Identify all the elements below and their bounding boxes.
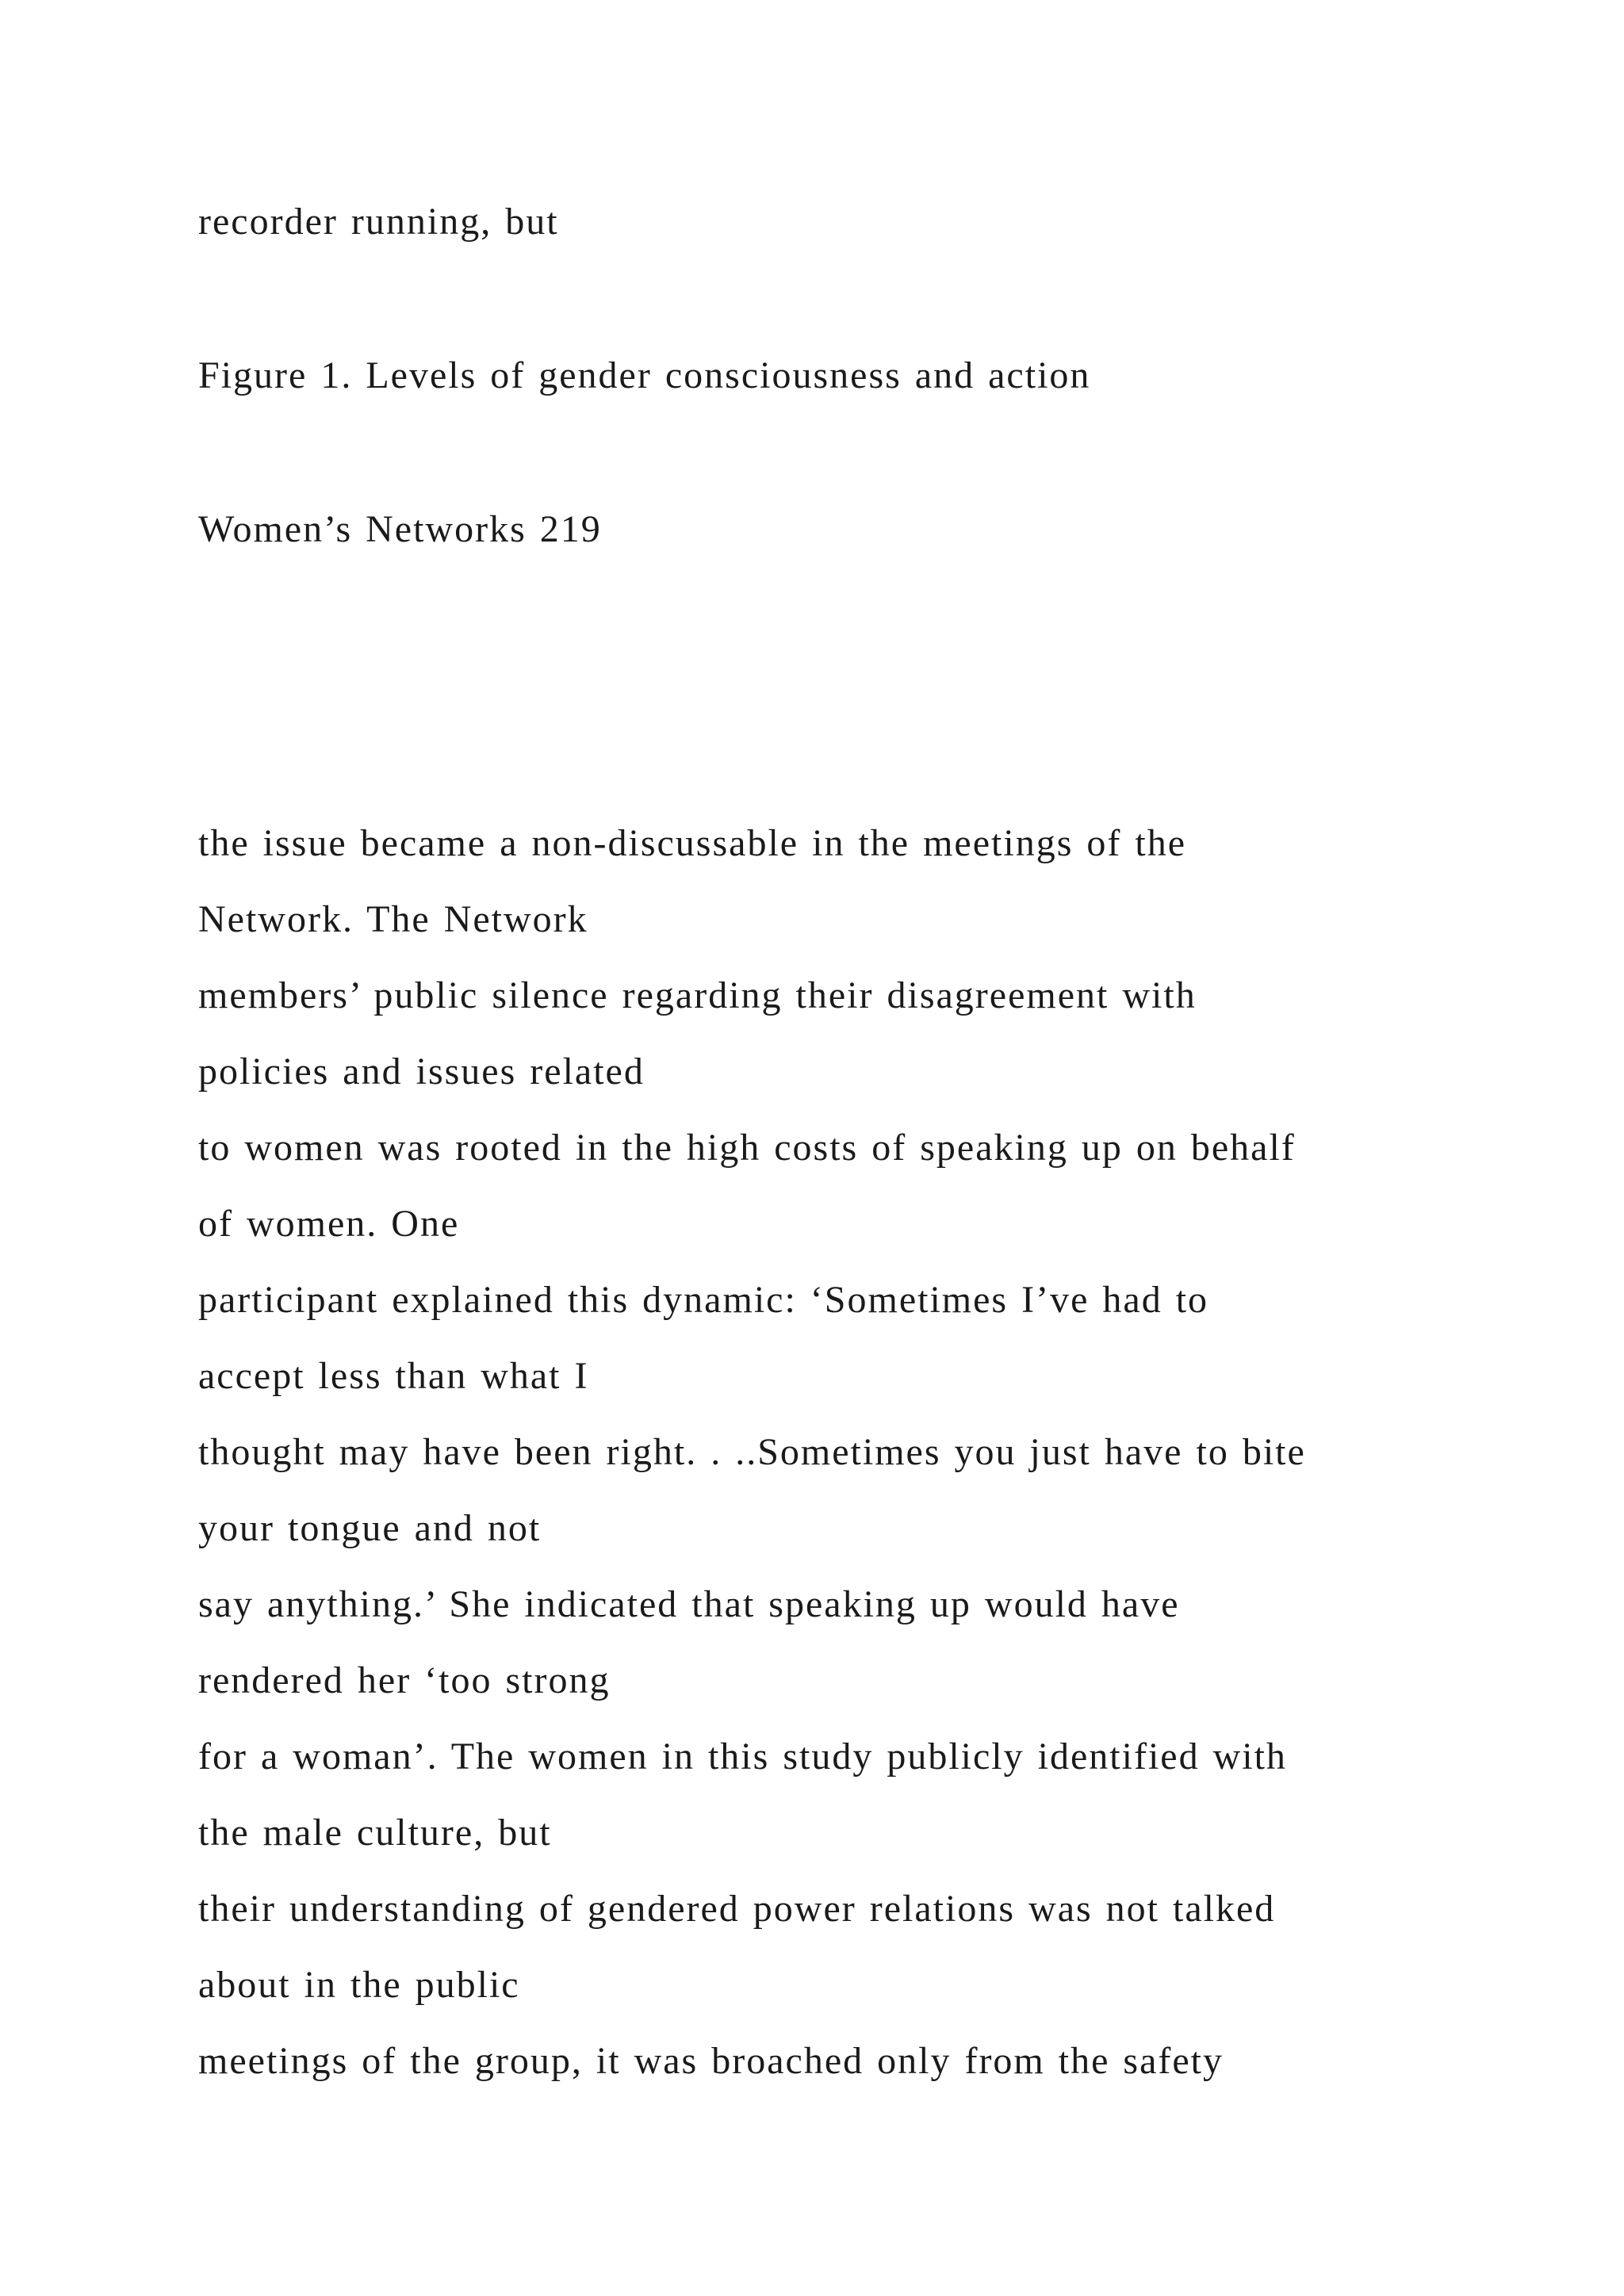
body-line: thought may have been right. . ..Sometimes you just have to bite [198, 1431, 1306, 1473]
body-line: participant explained this dynamic: ‘Sometimes I’ve had to [198, 1279, 1209, 1321]
body-line: rendered her ‘too strong [198, 1659, 611, 1701]
body-line: accept less than what I [198, 1355, 589, 1397]
text-line-recorder: recorder running, but [198, 201, 559, 243]
body-line: for a woman’. The women in this study publicly identified with [198, 1735, 1287, 1777]
running-header: Women’s Networks 219 [198, 508, 602, 550]
body-line: meetings of the group, it was broached only from the safety [198, 2040, 1224, 2082]
body-line: about in the public [198, 1964, 520, 2006]
body-line: policies and issues related [198, 1050, 645, 1093]
body-line: to women was rooted in the high costs of speaking up on behalf [198, 1127, 1296, 1169]
body-line: say anything.’ She indicated that speaking up would have [198, 1583, 1180, 1625]
body-line: their understanding of gendered power relations was not talked [198, 1888, 1276, 1930]
body-line: of women. One [198, 1203, 460, 1245]
figure-caption: Figure 1. Levels of gender consciousness and action [198, 354, 1091, 396]
body-line: the male culture, but [198, 1812, 552, 1854]
body-line: the issue became a non-discussable in the meetings of the [198, 822, 1187, 864]
body-line: members’ public silence regarding their disagreement with [198, 974, 1197, 1016]
body-line: Network. The Network [198, 898, 588, 940]
body-line: your tongue and not [198, 1507, 542, 1549]
